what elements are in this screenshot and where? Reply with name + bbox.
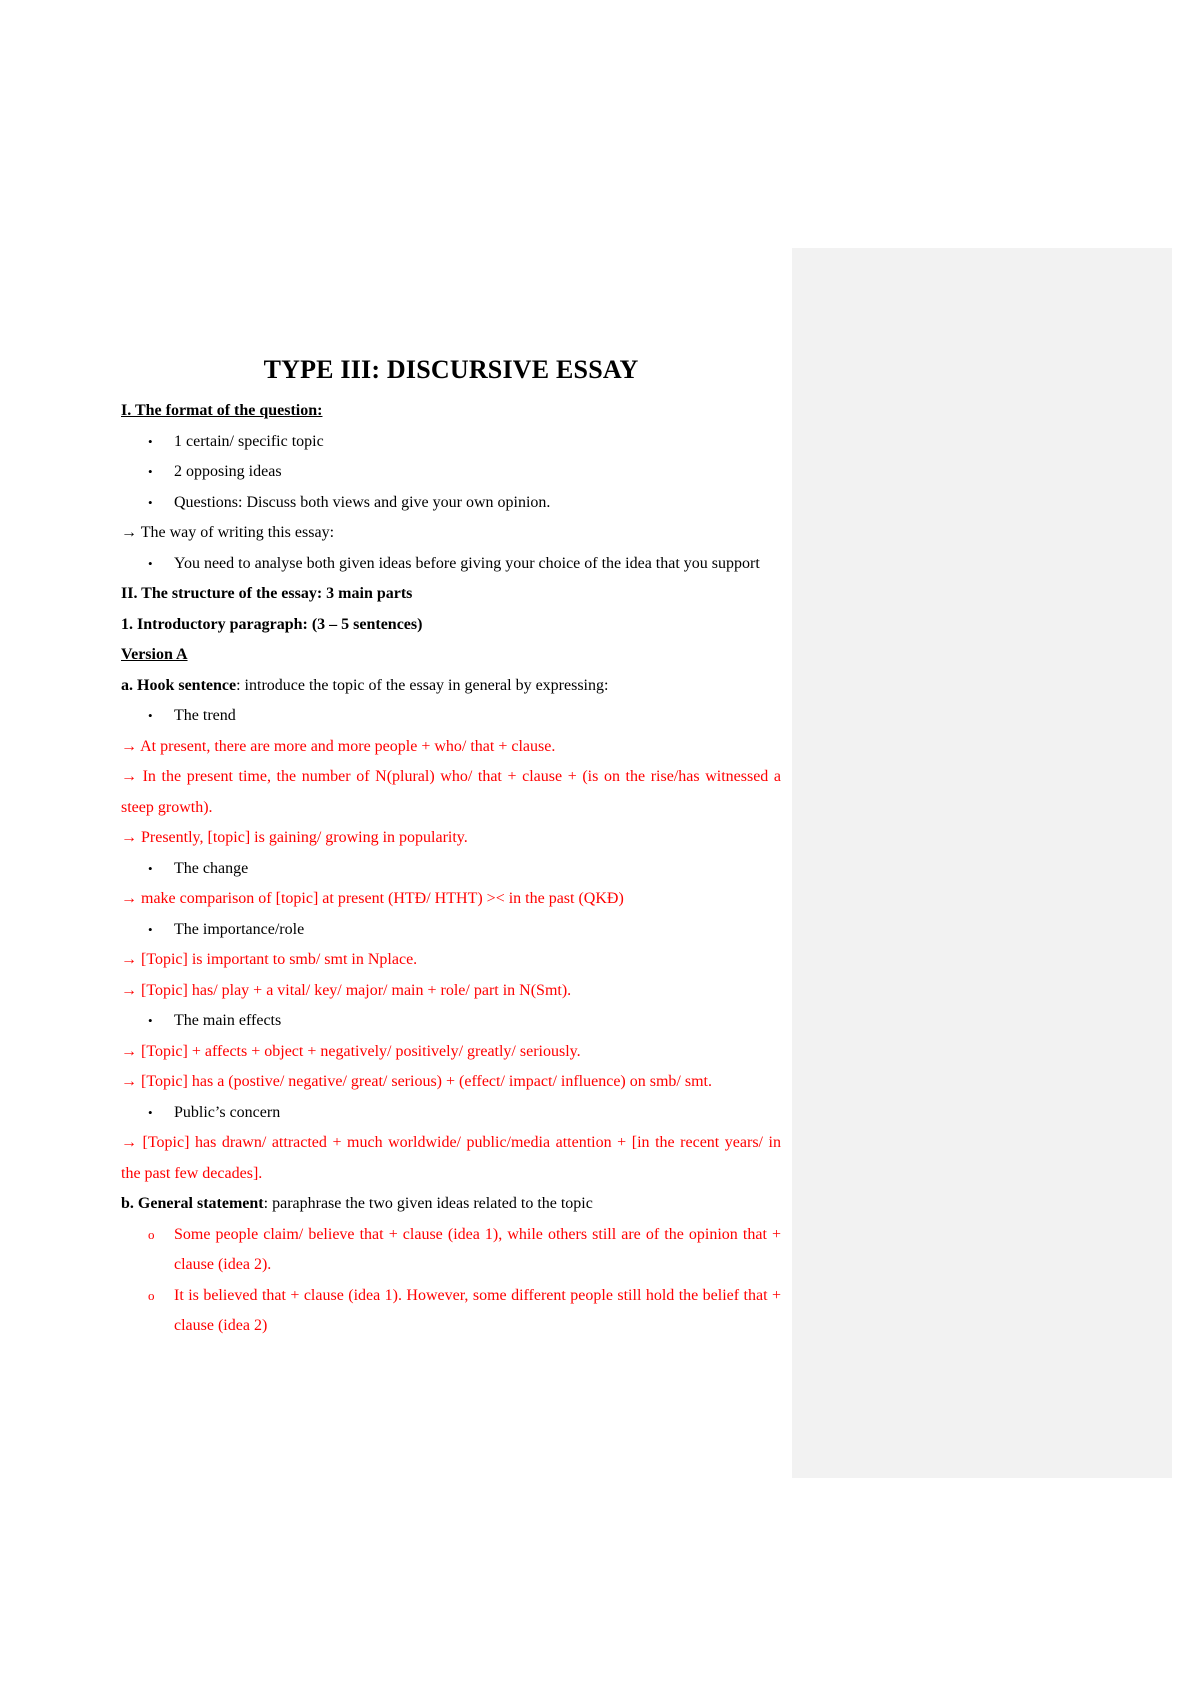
list-item-text: Questions: Discuss both views and give your own opinion. bbox=[174, 493, 551, 511]
document-body bbox=[121, 344, 781, 1342]
circle-bullet-icon: o bbox=[148, 1226, 155, 1242]
list-item-text: Some people claim/ believe that + clause (idea 1), while others still are of the opinion that + clause (idea 2). bbox=[174, 1225, 781, 1273]
list-item-text: Public’s concern bbox=[174, 1103, 281, 1121]
writing-way-line: → The way of writing this essay: bbox=[121, 524, 335, 541]
list-item-text: The importance/role bbox=[174, 920, 305, 938]
list-item-text: 1 certain/ specific topic bbox=[174, 432, 324, 450]
bullet-icon: • bbox=[148, 860, 153, 876]
example-line: → [Topic] + affects + object + negatively/ positively/ greatly/ seriously. bbox=[121, 1042, 581, 1060]
list-item bbox=[121, 1281, 781, 1342]
list-item bbox=[121, 854, 781, 885]
list-item-text: You need to analyse both given ideas before giving your choice of the idea that you support bbox=[174, 554, 760, 572]
list-item-text: The change bbox=[174, 859, 249, 877]
comment-margin-pane bbox=[792, 248, 1172, 1478]
document-title: TYPE III: DISCURSIVE ESSAY bbox=[263, 355, 639, 384]
list-item-text: The trend bbox=[174, 707, 236, 724]
example-line: → At present, there are more and more people + who/ that + clause. bbox=[121, 737, 556, 755]
list-item bbox=[121, 457, 781, 488]
list-item bbox=[121, 549, 781, 580]
list-item-text: It is believed that + clause (idea 1). However, some different people still hold the belief that + clause (idea 2) bbox=[174, 1286, 781, 1334]
hook-sentence-label: a. Hook sentence bbox=[121, 676, 237, 694]
example-line: → [Topic] has a (postive/ negative/ great/ serious) + (effect/ impact/ influence) on smb/ smt. bbox=[121, 1073, 712, 1090]
general-statement-text: : paraphrase the two given ideas related to the topic bbox=[263, 1195, 593, 1212]
intro-paragraph-heading: 1. Introductory paragraph: (3 – 5 sentences) bbox=[121, 615, 423, 633]
bullet-icon: • bbox=[148, 708, 153, 723]
version-label: Version A bbox=[121, 646, 188, 663]
list-item bbox=[121, 1098, 781, 1129]
list-item bbox=[121, 1006, 781, 1037]
example-line: → Presently, [topic] is gaining/ growing in popularity. bbox=[121, 829, 468, 846]
general-statement-label: b. General statement bbox=[121, 1195, 264, 1212]
section-1-heading: I. The format of the question: bbox=[121, 402, 323, 419]
hook-sentence-text: : introduce the topic of the essay in general by expressing: bbox=[236, 676, 609, 694]
circle-bullet-icon: o bbox=[148, 1287, 155, 1303]
bullet-icon: • bbox=[148, 464, 153, 479]
example-line: → In the present time, the number of N(plural) who/ that + clause + (is on the rise/has witnessed a steep growth). bbox=[121, 768, 781, 816]
list-item bbox=[121, 427, 781, 458]
bullet-icon: • bbox=[148, 433, 153, 449]
bullet-icon: • bbox=[148, 494, 153, 510]
general-statement-line bbox=[121, 1189, 781, 1220]
bullet-icon: • bbox=[148, 1104, 153, 1120]
bullet-icon: • bbox=[148, 555, 153, 571]
list-item bbox=[121, 915, 781, 946]
list-item bbox=[121, 1220, 781, 1281]
section-2-heading: II. The structure of the essay: 3 main parts bbox=[121, 585, 413, 602]
example-line: → [Topic] is important to smb/ smt in Nplace. bbox=[121, 951, 418, 968]
bullet-icon: • bbox=[148, 1013, 153, 1028]
list-item-text: The main effects bbox=[174, 1012, 282, 1029]
example-line: → [Topic] has/ play + a vital/ key/ major/ main + role/ part in N(Smt). bbox=[121, 981, 572, 999]
hook-sentence-line bbox=[121, 671, 781, 702]
list-item bbox=[121, 488, 781, 519]
list-item-text: 2 opposing ideas bbox=[174, 463, 282, 480]
example-line: → make comparison of [topic] at present (HTĐ/ HTHT) >< in the past (QKĐ) bbox=[121, 890, 624, 907]
list-item bbox=[121, 701, 781, 732]
example-line: → [Topic] has drawn/ attracted + much worldwide/ public/media attention + [in the recent years/ in the past few decades]. bbox=[121, 1134, 781, 1182]
bullet-icon: • bbox=[148, 921, 153, 937]
